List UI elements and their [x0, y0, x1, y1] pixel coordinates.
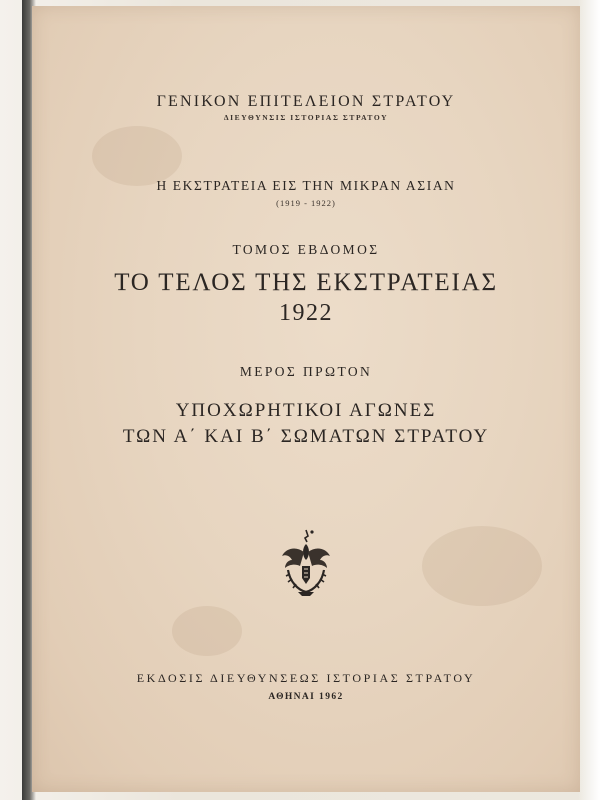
volume-label: ΤΟΜΟΣ ΕΒΔΟΜΟΣ	[232, 242, 380, 257]
title-year: 1922	[279, 300, 333, 326]
series-years: (1919 - 1922)	[276, 198, 336, 208]
series-title: Η ΕΚΣΤΡΑΤΕΙΑ ΕΙΣ ΤΗΝ ΜΙΚΡΑΝ ΑΣΙΑΝ	[156, 178, 456, 193]
greek-army-emblem-icon	[276, 526, 336, 598]
publisher-footer: ΕΚΔΟΣΙΣ ΔΙΕΥΘΥΝΣΕΩΣ ΙΣΤΟΡΙΑΣ ΣΤΡΑΤΟΥ	[136, 671, 476, 685]
right-edge	[578, 0, 600, 800]
directorate-line: ΔΙΕΥΘΥΝΣΙΣ ΙΣΤΟΡΙΑΣ ΣΤΡΑΤΟΥ	[223, 113, 389, 122]
paper-stain	[422, 526, 542, 606]
publisher-header: ΓΕΝΙΚΟΝ ΕΠΙΤΕΛΕΙΟΝ ΣΤΡΑΤΟΥ	[156, 93, 456, 110]
place-year: ΑΘΗΝΑΙ 1962	[268, 692, 344, 702]
part-label: ΜΕΡΟΣ ΠΡΩΤΟΝ	[239, 364, 373, 379]
book-title: ΤΟ ΤΕΛΟΣ ΤΗΣ ΕΚΣΤΡΑΤΕΙΑΣ	[114, 269, 498, 296]
paper-stain	[92, 126, 182, 186]
subtitle-line-1: ΥΠΟΧΩΡΗΤΙΚΟΙ ΑΓΩΝΕΣ	[175, 400, 437, 421]
subtitle-line-2: ΤΩΝ Α΄ ΚΑΙ Β΄ ΣΩΜΑΤΩΝ ΣΤΡΑΤΟΥ	[122, 426, 490, 447]
book-cover	[32, 6, 580, 792]
paper-stain	[172, 606, 242, 656]
